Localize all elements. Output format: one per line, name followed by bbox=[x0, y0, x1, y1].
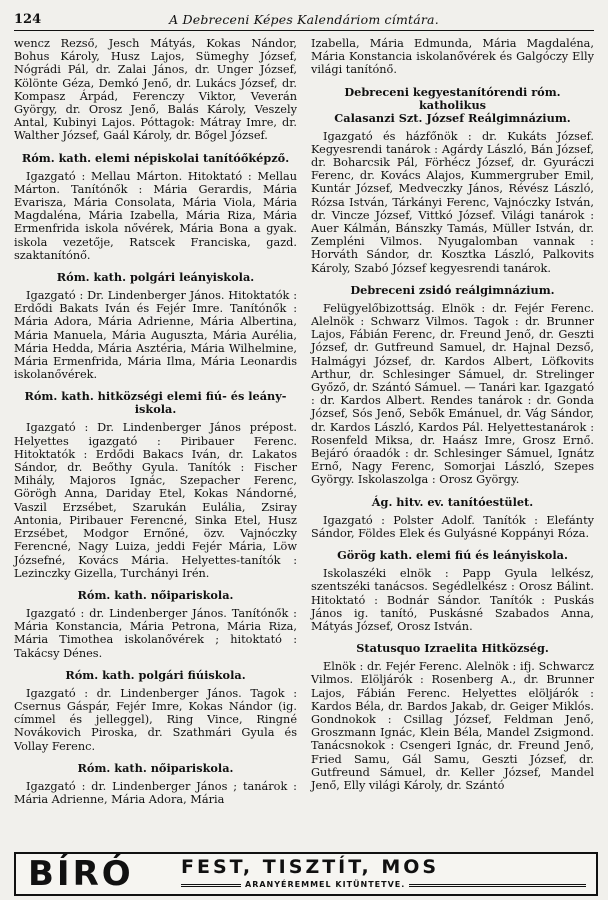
ad-award: ARANYÉREMMEL KITÜNTETVE. bbox=[241, 880, 409, 889]
paragraph: Igazgató : Polster Adolf. Tanítók : Elefánty Sándor, Földes Elek és Gulyásné Koppányi Róza. bbox=[311, 513, 594, 540]
paragraph: Igazgató : dr. Lindenberger János. Tagok : Csernus Gáspár, Fejér Imre, Kokas Nándor (ig. címmel és jelleggel), Ring Vince, Ringné Novákovich Piroska, dr. Szathmári Gyula és Vollay Ferenc. bbox=[14, 686, 297, 753]
section-heading-text: Róm. kath. nőipariskola. bbox=[77, 760, 234, 775]
section-heading bbox=[311, 642, 594, 655]
section-heading-text: Statusquo Izraelita Hitközség. bbox=[356, 641, 549, 656]
paragraph: Igazgató : Mellau Márton. Hitoktató : Mellau Márton. Tanítónők : Mária Gerardis, Mária Evarisza, Mária Consolata, Mária Viola, Mária Magdaléna, Mária Izabella, Mária Riza, Mária Ermenfrida iskola nővérek, Mária Bona a gyak. iskola vezetője, Ratscek Franciska, gazd. szaktanítónő. bbox=[14, 169, 297, 262]
page-header bbox=[14, 10, 594, 31]
advertisement-box bbox=[14, 852, 598, 896]
paragraph: Igazgató : dr. Lindenberger János. Tanítónők : Mária Konstancia, Mária Petrona, Mária Riza, Mária Timothea iskolanővérek ; hitoktató : Takácsy Dénes. bbox=[14, 606, 297, 660]
right-column bbox=[311, 37, 594, 792]
ad-slogan: FEST, TISZTÍT, MOS bbox=[181, 856, 440, 878]
page-number: 124 bbox=[14, 12, 42, 27]
paragraph: Felügyelőbizottság. Elnök : dr. Fejér Ferenc. Alelnök : Schwarz Vilmos. Tagok : dr. Brunner Lajos, Fábián Ferenc, dr. Freund Jenő, dr. Geszti József, dr. Gutfreund Samuel, dr. Hajnal Dezső, Halmágyi József, dr. Kardos Albert, Löfkovits Arthur, dr. Schlesinger Sámuel, dr. Strelinger Győző, dr. Szántó Sámuel. — Tanári kar. Igazgató : dr. Kardos Albert. Rendes tanárok : dr. Gonda József, Sós Jenő, Sebők Emánuel, dr. Vág Sándor, dr. Kardos László, Kardos Pál. Helyettestanárok : Rosenfeld Miksa, dr. Haász Imre, Grosz Ernő. Bejáró óraadók : dr. Schlesinger Sámuel, Ignátz Ernő, Nagy Ferenc, Somorjai László, Szepes György. Iskolaszolga : Orosz György. bbox=[311, 301, 594, 487]
running-title: A Debreceni Képes Kalendáriom címtára. bbox=[169, 12, 439, 27]
paragraph: Igazgató : Dr. Lindenberger János. Hitoktatók : Erdődi Bakats Iván és Fejér Imre. Tanítónők : Mária Adora, Mária Adrienne, Mária Albertina, Mária Manuela, Mária Auguszta, Mária Aurélia, Mária Hedda, Mária Asztéria, Mária Wilhelmine, Mária Ermenfrida, Mária Ilma, Mária Leonardis iskolanővérek. bbox=[14, 289, 297, 382]
paragraph: Igazgató : dr. Lindenberger János ; tanárok : Mária Adrienne, Mária Adora, Mária bbox=[14, 779, 297, 806]
left-column bbox=[14, 37, 297, 806]
section-heading bbox=[311, 496, 594, 509]
section-heading bbox=[311, 86, 594, 125]
paragraph: Iskolaszéki elnök : Papp Gyula lelkész, szentszéki tanácsos. Segédlelkész : Orosz Bálint. Hitoktató : Bodnár Sándor. Tanítók : Puskás János ig. tanító, Puskásné Szabados Anna, Mátyás József, Orosz István. bbox=[311, 567, 594, 633]
section-heading-text: Róm. kath. hitközségi elemi fiú- és leány- bbox=[24, 389, 287, 404]
paragraph: Igazgató : Dr. Lindenberger János prépost. Helyettes igazgató : Piribauer Ferenc. Hitoktatók : Erdődi Bakacs Iván, dr. Lakatos Sándor, dr. Beőthy Gyula. Tanítók : Fischer Mihály, Majoros Ignác, Szepacher Ferenc, Görögh Anna, Dariday Etel, Kokas Nándorné, Vaszil Erzsébet, Szarukán Eulália, Zsiray Antonia, Piribauer Ferencné, Sinka Etel, Husz Erzsébet, Modgor Ernőné, özv. Vajnóczky Ferencné, Nagy Luiza, jeddi Fejér Mária, Löw Józsefné, Kovács Mária. Helyettes-tanítók : Lezinczky Gizella, Turchányi Irén. bbox=[14, 421, 297, 580]
section-heading-text: Ág. hitv. ev. tanítóestület. bbox=[371, 494, 534, 509]
section-heading bbox=[14, 271, 297, 284]
paragraph: Izabella, Mária Edmunda, Mária Magdaléna, Mária Konstancia iskolanővérek és Galgóczy Elly világi tanítónő. bbox=[311, 37, 594, 77]
section-heading bbox=[311, 284, 594, 297]
section-heading bbox=[14, 669, 297, 682]
section-heading bbox=[311, 549, 594, 562]
section-heading bbox=[14, 589, 297, 602]
section-heading-subtitle: Calasanzi Szt. József Reálgimnázium. bbox=[334, 110, 571, 125]
section-heading-text: Róm. kath. elemi népiskolai tanítóőképző. bbox=[21, 150, 290, 165]
ad-brand: BÍRÓ bbox=[28, 854, 134, 894]
section-heading-subtitle: iskola. bbox=[134, 402, 177, 417]
section-heading bbox=[14, 762, 297, 775]
paragraph: Igazgató és házfőnök : dr. Kukáts József. Kegyesrendi tanárok : Agárdy László, Bán József, dr. Boharcsik Pál, Förhécz József, dr. Gyuráczi Ferenc, dr. Kovács Alajos, Kummergruber Emil, Kuntár József, Medveczky János, Révész László, Rózsa István, Tárkányi Ferenc, Vajnóczky István, dr. Vincze József, Vittkó József. Világi tanárok : Auer Kálmán, Bánszky Tamás, Müller István, dr. Zempléni Vilmos. Nyugalomban vannak : Horváth Sándor, dr. Kosztka László, Palkovits Károly, Szabó József kegyesrendi tanárok. bbox=[311, 129, 594, 275]
section-heading-text: Debreceni zsidó reálgimnázium. bbox=[350, 282, 555, 297]
section-heading-text: Róm. kath. polgári leányiskola. bbox=[56, 270, 255, 285]
paragraph: wencz Rezső, Jesch Mátyás, Kokas Nándor, Bohus Károly, Husz Lajos, Sümeghy József, Nógrádi Pál, dr. Zalai János, dr. Unger József, Kölönte Géza, Demkó Jenő, dr. Lukács József, dr. Kompasz Árpád, Ferenczy Viktor, Veverán György, dr. Orosz Jenő, Balás Károly, Veszely Antal, Kubinyi Lajos. Póttagok: Mátray Imre, dr. Walther József, Gaál Károly, dr. Bőgel József. bbox=[14, 37, 297, 143]
section-heading bbox=[14, 152, 297, 165]
section-heading-text: Róm. kath. polgári fiúiskola. bbox=[65, 667, 246, 682]
paragraph: Elnök : dr. Fejér Ferenc. Alelnök : ifj. Schwarcz Vilmos. Elöljárók : Rosenberg A., dr. Brunner Lajos, Fábián Ferenc. Helyettes elöljárók : Kardos Béla, dr. Bardos Jakab, dr. Geiger Miklós. Gondnokok : Csillag József, Feldman Jenő, Groszmann Ignác, Klein Béla, Mandel Zsigmond. Tanácsnokok : Csengeri Ignác, dr. Freund Jenő, Fried Samu, Gál Samu, Geszti József, dr. Gutfreund Sámuel, dr. Keller József, Mandel Jenő, Elly világi Károly, dr. Szántó bbox=[311, 660, 594, 792]
section-heading bbox=[14, 390, 297, 416]
section-heading-text: Debreceni kegyestanítórendi róm. katholikus bbox=[344, 84, 561, 112]
section-heading-text: Görög kath. elemi fiú és leányiskola. bbox=[337, 548, 568, 563]
section-heading-text: Róm. kath. nőipariskola. bbox=[77, 587, 234, 602]
